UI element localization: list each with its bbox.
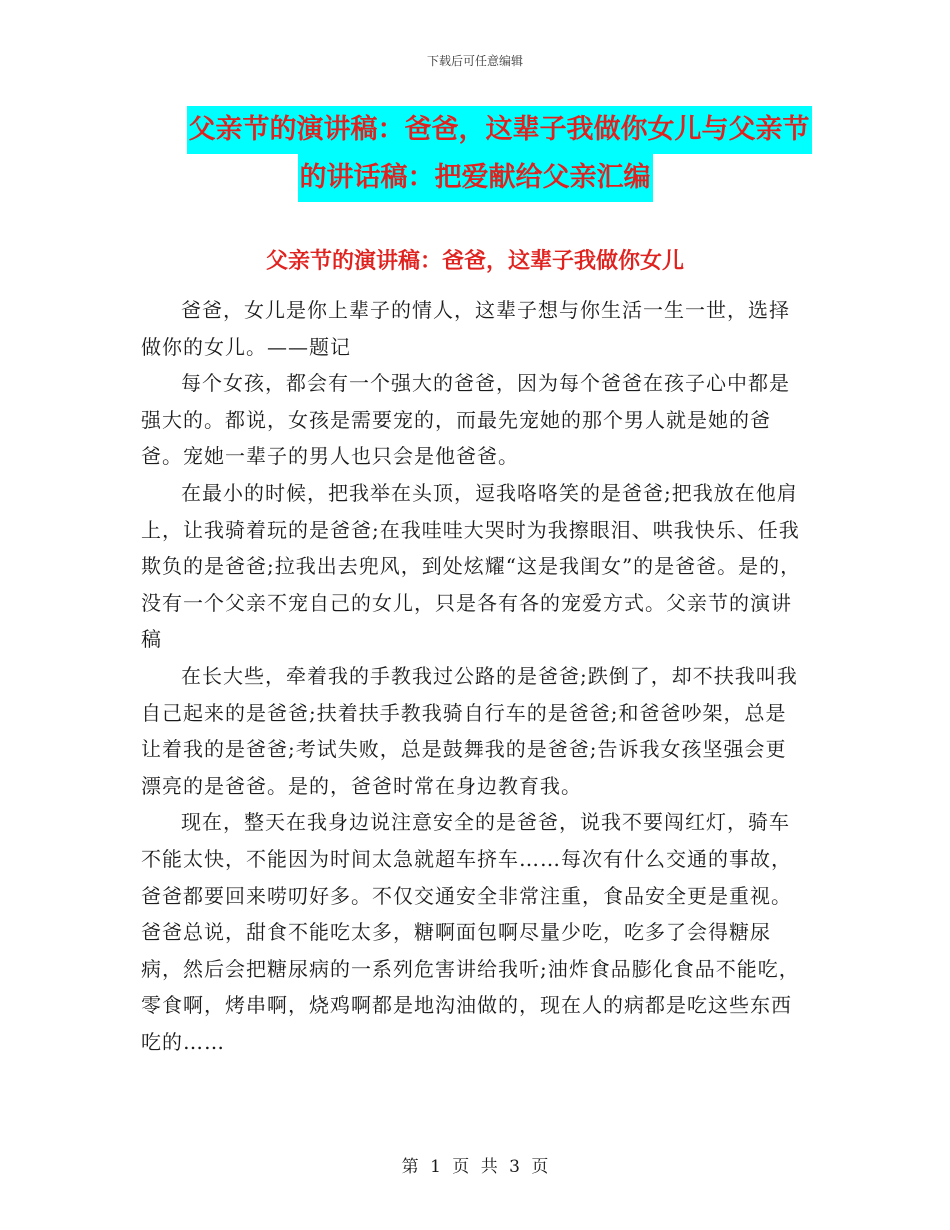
paragraph: 在最小的时候，把我举在头顶，逗我咯咯笑的是爸爸;把我放在他肩上，让我骑着玩的是爸爸;在我哇哇大哭时为我擦眼泪、哄我快乐、任我欺负的是爸爸;拉我出去兜风，到处炫耀“这是我闺女”的是爸爸。是的，没有一个父亲不宠自己的女儿，只是各有各的宠爱方式。父亲节的演讲稿 (141, 480, 802, 652)
page-footer: 第 1 页 共 3 页 (401, 1157, 549, 1177)
body-text (141, 292, 806, 1060)
paragraph: 现在，整天在我身边说注意安全的是爸爸，说我不要闯红灯，骑车不能太快，不能因为时间太急就超车挤车……每次有什么交通的事故，爸爸都要回来唠叨好多。不仅交通安全非常注重，食品安全更是重视。爸爸总说，甜食不能吃太多，糖啊面包啊尽量少吃，吃多了会得糖尿病，然后会把糖尿病的一系列危害讲给我听;油炸食品膨化食品不能吃，零食啊，烤串啊，烧鸡啊都是地沟油做的，现在人的病都是吃这些东西吃的…… (141, 810, 800, 1054)
paragraph: 爸爸，女儿是你上辈子的情人，这辈子想与你生活一生一世，选择做你的女儿。——题记 (141, 298, 790, 359)
paragraph: 每个女孩，都会有一个强大的爸爸，因为每个爸爸在孩子心中都是强大的。都说，女孩是需要宠的，而最先宠她的那个男人就是她的爸爸。宠她一辈子的男人也只会是他爸爸。 (141, 371, 790, 469)
paragraph: 在长大些，牵着我的手教我过公路的是爸爸;跌倒了，却不扶我叫我自己起来的是爸爸;扶着扶手教我骑自行车的是爸爸;和爸爸吵架，总是让着我的是爸爸;考试失败，总是鼓舞我的是爸爸;告诉我女孩坚强会更漂亮的是爸爸。是的，爸爸时常在身边教育我。 (141, 663, 798, 798)
section-title: 父亲节的演讲稿：爸爸，这辈子我做你女儿 (265, 248, 684, 274)
title-line-1: 父亲节的演讲稿：爸爸，这辈子我做你女儿与父亲节 (187, 106, 812, 154)
header-note: 下载后可任意编辑 (426, 54, 523, 68)
document-title (0, 106, 950, 202)
title-line-2: 的讲话稿：把爱献给父亲汇编 (298, 154, 653, 202)
